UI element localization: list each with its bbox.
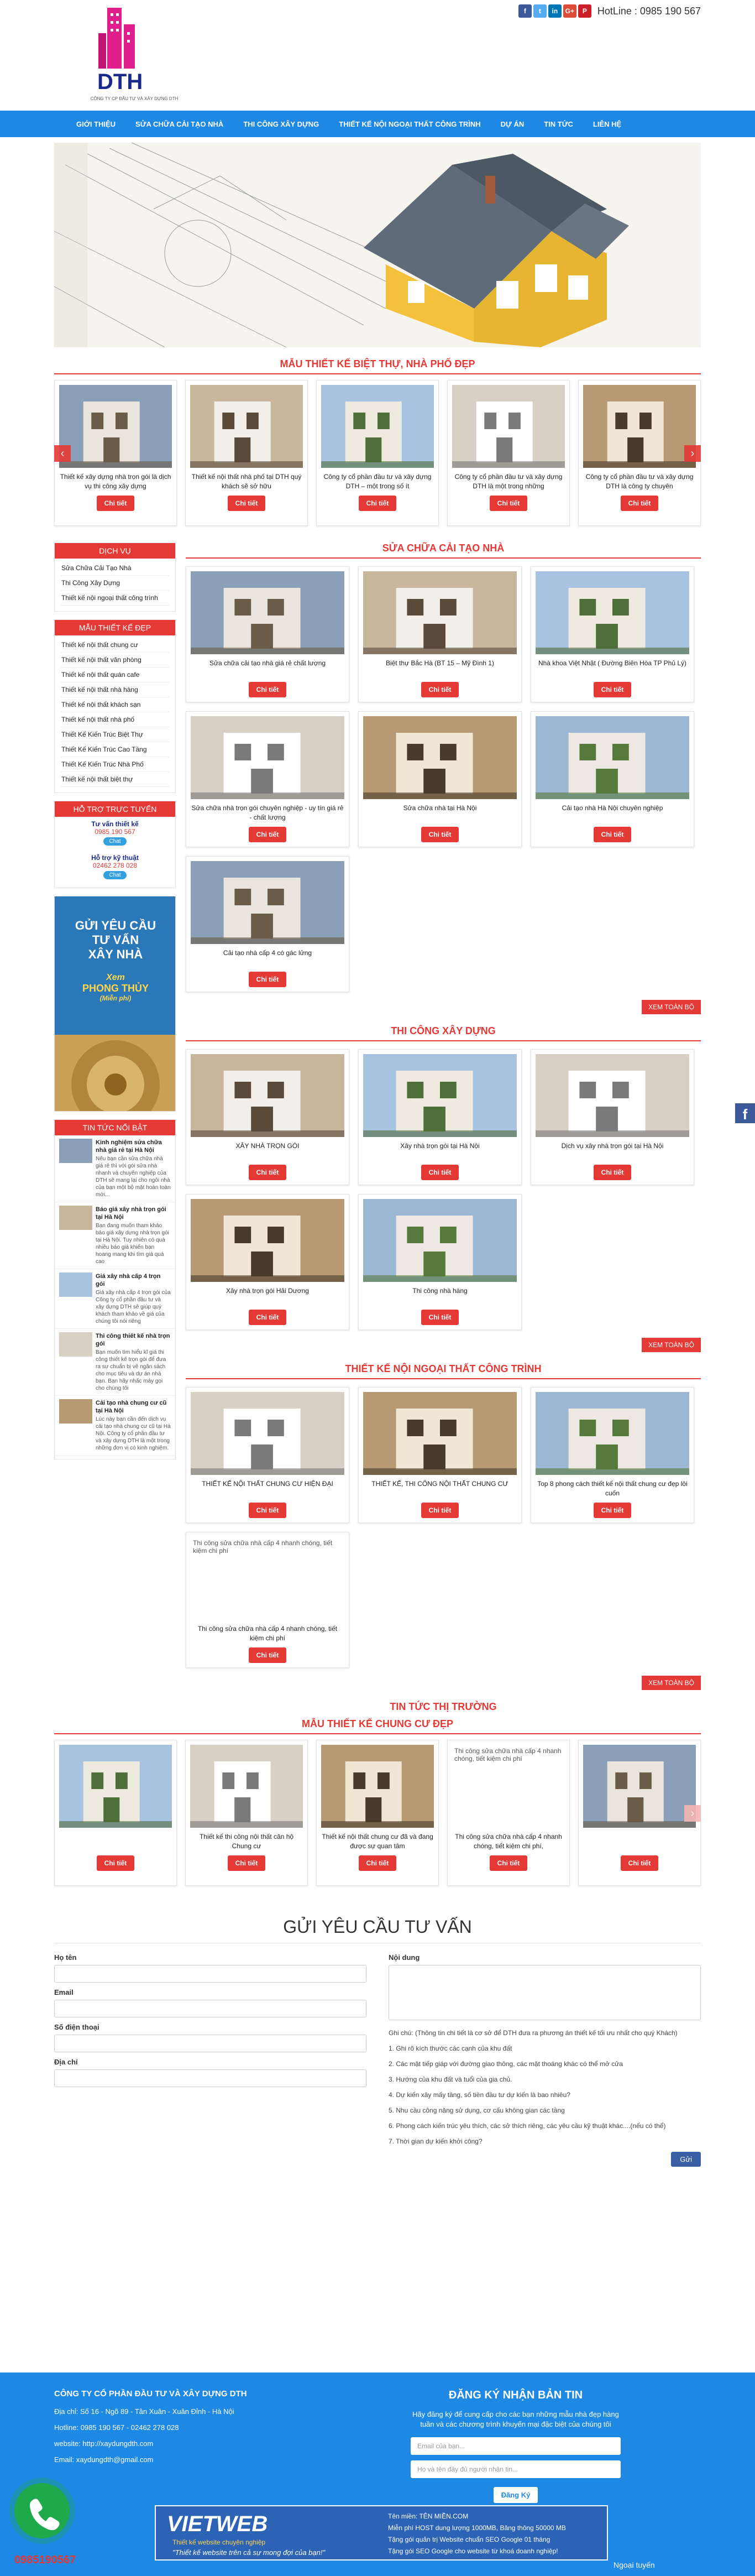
card-title[interactable]: Thi công sửa chữa nhà cấp 4 nhanh chóng, tiết kiệm chi phí (197, 1625, 338, 1642)
detail-button[interactable]: Chi tiết (249, 1647, 287, 1663)
support-phone[interactable]: 0985 190 567 (95, 828, 135, 836)
name-input[interactable] (54, 1965, 366, 1983)
content-textarea[interactable] (389, 1965, 701, 2020)
detail-button[interactable]: Chi tiết (594, 1165, 632, 1180)
build-view-all-button[interactable]: XEM TOÀN BỘ (642, 1338, 701, 1352)
card-image[interactable] (583, 1745, 696, 1828)
newsletter-desc: Hãy đăng ký để cung cấp cho các bạn những mẫu nhà đẹp hàng tuần và các chương trình khuyến mại đặc biệt của chúng tôi (412, 2410, 619, 2428)
design-link[interactable]: Thiết kế nội thất chung cư (61, 638, 169, 653)
service-link[interactable]: Thiết kế nội ngoại thất công trình (61, 591, 169, 606)
repair-section-title: SỬA CHỮA CẢI TẠO NHÀ (186, 543, 701, 559)
services-title: DỊCH VỤ (55, 543, 175, 559)
villa-section-title: MẪU THIẾT KẾ BIỆT THỰ, NHÀ PHỐ ĐẸP (54, 358, 701, 374)
design-link[interactable]: Thiết kế nội thất biệt thự (61, 772, 169, 787)
news-item[interactable] (55, 1329, 175, 1396)
card-title[interactable]: Xây nhà trọn gói tại Hà Nội (400, 1142, 480, 1150)
card-image[interactable] (363, 1392, 517, 1475)
send-button[interactable]: Gửi (671, 2152, 701, 2167)
design-link[interactable]: Thiết kế nội thất văn phòng (61, 653, 169, 668)
news-item[interactable] (55, 1269, 175, 1329)
card-image[interactable] (191, 1054, 344, 1137)
repair-card (358, 711, 522, 847)
design-link[interactable]: Thiết kế nội thất khách sạn (61, 697, 169, 712)
build-card (531, 1049, 694, 1185)
news-thumb[interactable] (59, 1273, 92, 1297)
apartment-card (578, 1740, 701, 1886)
card-image[interactable] (363, 1054, 517, 1137)
repair-card (186, 856, 349, 992)
apartment-card (447, 1740, 570, 1886)
address-label: Địa chỉ (54, 2058, 78, 2066)
detail-button[interactable]: Chi tiết (249, 827, 287, 842)
design-link[interactable]: Thiết Kế Kiến Trúc Nhà Phố (61, 757, 169, 772)
card-image[interactable] (536, 571, 689, 654)
nav-item-2[interactable]: THI CÔNG XÂY DỰNG (243, 119, 319, 128)
featured-news-box (54, 1119, 176, 1459)
card-image[interactable] (583, 385, 696, 468)
apartment-card (185, 1740, 308, 1886)
repair-card (531, 711, 694, 847)
nav-item-0[interactable]: GIỚI THIỆU (76, 119, 116, 128)
card-title[interactable] (59, 1832, 172, 1851)
card-title[interactable]: Dịch vụ xây nhà trọn gói tại Hà Nội (561, 1142, 664, 1150)
interior-card (358, 1387, 522, 1523)
hint-intro: Ghi chú: (Thông tin chi tiết là cơ sở để DTH đưa ra phương án thiết kế tối ưu nhất cho quý Khách) (389, 2029, 678, 2037)
newsletter-name-input[interactable]: Họ và tên đầy đủ người nhận tin... (411, 2460, 621, 2478)
hint-item: 6. Phong cách kiến trúc yêu thích, các sở thích riêng, các yêu cầu kỹ thuật khác....(nếu có thể) (389, 2122, 666, 2130)
content-label: Nội dung (389, 1953, 420, 1962)
main-nav (0, 111, 755, 137)
card-image[interactable] (190, 1745, 303, 1828)
repair-view-all-button[interactable]: XEM TOÀN BỘ (642, 1000, 701, 1014)
interior-card (531, 1387, 694, 1523)
card-image[interactable] (190, 385, 303, 468)
carousel-prev-arrow[interactable]: ‹ (54, 445, 71, 462)
support-title: HỖ TRỢ TRỰC TUYẾN (55, 801, 175, 817)
hint-item: 5. Nhu cầu công năng sử dụng, cơ cấu không gian các tầng (389, 2106, 565, 2114)
logo-tagline: CÔNG TY CP ĐẦU TƯ VÀ XÂY DỰNG DTH (90, 96, 179, 101)
detail-button[interactable]: Chi tiết (249, 972, 287, 987)
card-image[interactable] (191, 861, 344, 944)
services-box (54, 543, 176, 612)
card-title[interactable]: Xây nhà trọn gói Hải Dương (226, 1287, 309, 1295)
apartment-section-title: MẪU THIẾT KẾ CHUNG CƯ ĐẸP (54, 1718, 701, 1734)
support-contact (55, 817, 175, 851)
interior-view-all-button[interactable]: XEM TOÀN BỘ (642, 1676, 701, 1690)
apartment-next-arrow[interactable]: › (684, 1805, 701, 1822)
site-footer (0, 2372, 755, 2576)
detail-button[interactable]: Chi tiết (421, 682, 459, 697)
detail-button[interactable]: Chi tiết (594, 827, 632, 842)
detail-button[interactable]: Chi tiết (228, 1855, 266, 1871)
news-item[interactable] (55, 1396, 175, 1456)
interior-section-title: THIẾT KẾ NỘI NGOẠI THẤT CÔNG TRÌNH (186, 1363, 701, 1379)
phone-input[interactable] (54, 2035, 366, 2052)
detail-button[interactable]: Chi tiết (249, 682, 287, 697)
news-thumb[interactable] (59, 1206, 92, 1230)
detail-button[interactable]: Chi tiết (594, 1503, 632, 1518)
detail-button[interactable]: Chi tiết (621, 496, 659, 511)
news-desc: Lúc này bạn cần đến dịch vụ cải tạo nhà chung cư cũ tại Hà Nội. Công ty cổ phần đầu tư và xây dựng DTH là một trong những đơn vị có kinh nghiệm. (96, 1416, 171, 1451)
phone-label: Số điện thoại (54, 2023, 99, 2031)
linkedin-icon[interactable]: in (548, 4, 562, 18)
card-image[interactable] (59, 385, 172, 468)
advert-line-1: GỬI YÊU CẦU (75, 919, 156, 932)
consult-form-title: GỬI YÊU CẦU TƯ VẤN (283, 1917, 472, 1937)
detail-button[interactable]: Chi tiết (97, 496, 135, 511)
nav-item-3[interactable]: THIẾT KẾ NỘI NGOẠI THẤT CÔNG TRÌNH (339, 119, 481, 128)
support-label: Hỗ trợ kỹ thuật (91, 854, 139, 862)
card-title[interactable]: Sửa chữa nhà tại Hà Nội (403, 804, 477, 812)
detail-button[interactable]: Chi tiết (621, 1855, 659, 1871)
card-title[interactable]: THIẾT KẾ, THI CÔNG NỘI THẤT CHUNG CƯ (371, 1480, 508, 1488)
vietweb-line-1: Tên miền: TÊN MIỀN.COM (388, 2512, 469, 2520)
interior-card (186, 1387, 349, 1523)
villa-card (54, 380, 177, 526)
design-link[interactable]: Thiết kế nội thất quán cafe (61, 668, 169, 682)
card-image[interactable] (59, 1745, 172, 1828)
hint-item: 1. Ghi rõ kích thước các cạnh của khu đất (389, 2045, 512, 2052)
vietweb-slogan: "Thiết kế website trên cả sự mong đợi của bạn!" (172, 2548, 326, 2557)
card-title[interactable]: Thiết kế nội thất chung cư đã và đang được sự quan tâm (322, 1833, 433, 1850)
news-desc: Giá xây nhà cấp 4 trọn gói của Công ty cổ phần đầu tư và xây dựng DTH sẽ giúp quý khách tham khảo về giá của chúng tôi nói riêng (96, 1290, 171, 1324)
detail-button[interactable]: Chi tiết (421, 1165, 459, 1180)
news-desc: Bạn muốn tìm hiểu kĩ giá thi công thiết kế trọn gói để đưa ra sự chuẩn bị về ngân sách cho mục tiêu và dự án nhà bạn. Bạn hãy nhấc máy gọi cho chúng tôi (96, 1349, 166, 1391)
phone-float-number[interactable]: 0985190567 (14, 2554, 76, 2566)
vietweb-line-2: Miễn phí HOST dung lượng 1000MB, Băng thông 50000 MB (388, 2524, 566, 2532)
nav-item-5[interactable]: TIN TỨC (544, 119, 573, 128)
card-image[interactable] (363, 571, 517, 654)
service-link[interactable]: Sửa Chữa Cải Tạo Nhà (61, 561, 169, 576)
apartment-card (54, 1740, 177, 1886)
news-desc: Nếu bạn cần sửa chữa nhà giá rẻ thì với gói sửa nhà nhanh và chuyên nghiệp của DTH sẽ mang lại cho ngôi nhà của bạn một bộ mặt hoàn toàn mới... (96, 1156, 171, 1198)
newsletter-email-input[interactable]: Email của bạn... (411, 2437, 621, 2455)
designs-box (54, 619, 176, 793)
detail-button[interactable]: Chi tiết (490, 496, 528, 511)
support-phone[interactable]: 02462 278 028 (92, 862, 138, 869)
card-image[interactable] (321, 1745, 434, 1828)
card-title[interactable]: Thiết kế nội thất nhà phố tại DTH quý khách sẽ sở hữu (191, 473, 302, 490)
detail-button[interactable]: Chi tiết (359, 496, 397, 511)
newsletter-title: ĐĂNG KÝ NHẬN BẢN TIN (448, 2389, 583, 2401)
footer-company: CÔNG TY CỔ PHẦN ĐẦU TƯ VÀ XÂY DỰNG DTH (54, 2389, 247, 2398)
design-link[interactable]: Thiết Kế Kiến Trúc Cao Tầng (61, 742, 169, 757)
advert-line-5: PHONG THỦY (82, 983, 149, 994)
card-title[interactable]: Thiết kế thi công nội thất căn hộ Chung cư (199, 1833, 294, 1850)
site-logo[interactable] (87, 8, 179, 102)
card-image[interactable] (191, 571, 344, 654)
design-link[interactable]: Thiết Kế Kiến Trúc Biệt Thự (61, 727, 169, 742)
news-thumb[interactable] (59, 1139, 92, 1163)
chat-offline-label[interactable]: Ngoại tuyến (614, 2561, 655, 2569)
advert-line-6: (Miễn phí) (99, 994, 132, 1002)
pinterest-icon[interactable]: P (578, 4, 591, 18)
news-item[interactable] (55, 1135, 175, 1202)
card-image[interactable] (191, 716, 344, 799)
advert-line-3: XÂY NHÀ (88, 947, 143, 961)
hint-item: 3. Hướng của khu đất và tuổi của gia chủ. (389, 2076, 512, 2083)
service-link[interactable]: Thi Công Xây Dựng (61, 576, 169, 591)
carousel-next-arrow[interactable]: › (684, 445, 701, 462)
footer-email[interactable]: Email: xaydungdth@gmail.com (54, 2455, 154, 2464)
detail-button[interactable]: Chi tiết (228, 496, 266, 511)
card-image[interactable] (536, 1392, 689, 1475)
google-plus-icon[interactable]: G+ (563, 4, 576, 18)
news-item[interactable] (55, 1202, 175, 1269)
card-title[interactable]: Cải tạo nhà cấp 4 có gác lửng (223, 949, 312, 957)
vietweb-line-3: Tặng gói quản trị Website chuẩn SEO Google 01 tháng (388, 2536, 550, 2543)
support-contact (55, 851, 175, 884)
hero-banner (54, 143, 701, 347)
consult-form (54, 1943, 701, 2167)
facebook-float-icon[interactable]: f (735, 1103, 755, 1123)
card-title[interactable]: XÂY NHÀ TRỌN GÓI (235, 1142, 300, 1150)
detail-button[interactable]: Chi tiết (97, 1855, 135, 1871)
news-desc: Bạn đang muốn tham khảo báo giá xây dựng nhà trọn gói tại Hà Nội. Tuy nhiên có quá nhiều báo giá khiến bạn hoang mang khi tìm giá quá cao (96, 1223, 169, 1265)
villa-card (578, 380, 701, 526)
villa-card (185, 380, 308, 526)
card-title[interactable]: Thiết kế xây dựng nhà trọn gói là dịch vụ thi công xây dựng (60, 473, 171, 490)
news-thumb[interactable] (59, 1332, 92, 1357)
market-news-title: TIN TỨC THỊ TRƯỜNG (390, 1701, 497, 1712)
advert-line-2: TƯ VẤN (92, 933, 139, 947)
design-link[interactable]: Thiết kế nội thất nhà hàng (61, 682, 169, 697)
newsletter-register-button[interactable]: Đăng Ký (494, 2487, 538, 2503)
card-title[interactable]: Công ty cổ phần đầu tư và xây dựng DTH – một trong số ít (323, 473, 432, 490)
card-image[interactable] (191, 1392, 344, 1475)
skype-chat-icon[interactable]: Chat (103, 871, 126, 879)
card-image[interactable] (363, 1199, 517, 1282)
vietweb-brand: VIETWEB (167, 2512, 268, 2536)
detail-button[interactable]: Chi tiết (421, 827, 459, 842)
nav-item-1[interactable]: SỬA CHỮA CẢI TẠO NHÀ (135, 119, 224, 128)
house-blueprint-illustration (54, 143, 701, 347)
email-input[interactable] (54, 2000, 366, 2017)
card-image[interactable] (536, 1054, 689, 1137)
footer-website[interactable]: website: http://xaydungdth.com (54, 2439, 154, 2448)
twitter-icon[interactable]: t (533, 4, 547, 18)
advert-line-4: Xem (106, 973, 125, 982)
card-title[interactable]: Sửa chữa nhà trọn gói chuyên nghiệp - uy tín giá rẻ - chất lượng (191, 804, 344, 821)
sidebar (54, 543, 176, 1713)
address-input[interactable] (54, 2069, 366, 2087)
social-links (518, 4, 591, 18)
design-link[interactable]: Thiết kế nội thất nhà phố (61, 712, 169, 727)
card-title[interactable]: Thi công sửa chữa nhà cấp 4 nhanh chóng, tiết kiệm chi phí, (455, 1833, 562, 1850)
detail-button[interactable]: Chi tiết (249, 1165, 287, 1180)
broken-image[interactable]: Thi công sửa chữa nhà cấp 4 nhanh chóng, tiết kiệm chi phí (452, 1745, 565, 1828)
card-title[interactable]: THIẾT KẾ NỘI THẤT CHUNG CƯ HIỆN ĐẠI (202, 1480, 333, 1488)
footer-hotline: Hotline: 0985 190 567 - 02462 278 028 (54, 2423, 179, 2432)
card-title[interactable]: Nhà khoa Việt Nhật ( Đường Biên Hòa TP Phủ Lý) (538, 659, 687, 667)
build-card (358, 1194, 522, 1330)
news-title[interactable]: Báo giá xây nhà trọn gói tại Hà Nội (96, 1206, 166, 1221)
nav-item-4[interactable]: DỰ ÁN (500, 119, 525, 128)
villa-card (316, 380, 439, 526)
card-image[interactable] (191, 1199, 344, 1282)
designs-title: MẪU THIẾT KẾ ĐẸP (55, 620, 175, 635)
main-content (186, 543, 701, 1713)
card-image[interactable] (536, 716, 689, 799)
site-header (54, 0, 701, 111)
skype-chat-icon[interactable]: Chat (103, 837, 126, 846)
featured-news-title: TIN TỨC NỔI BẬT (55, 1120, 175, 1135)
detail-button[interactable]: Chi tiết (421, 1310, 459, 1325)
name-label: Họ tên (54, 1953, 77, 1962)
detail-button[interactable]: Chi tiết (490, 1855, 528, 1871)
card-image[interactable] (321, 385, 434, 468)
detail-button[interactable]: Chi tiết (594, 682, 632, 697)
news-title[interactable]: Kinh nghiệm sửa chữa nhà giá rẻ tại Hà Nội (96, 1139, 162, 1154)
facebook-icon[interactable]: f (518, 4, 532, 18)
email-label: Email (54, 1988, 74, 1996)
card-title[interactable]: Top 8 phong cách thiết kế nội thất chung cư đẹp lôi cuốn (537, 1480, 688, 1497)
news-title[interactable]: Giá xây nhà cấp 4 trọn gói (96, 1273, 161, 1287)
form-hints (389, 2028, 701, 2146)
apartment-carousel (54, 1740, 701, 1889)
villa-card (447, 380, 570, 526)
hint-item: 2. Các mặt tiếp giáp với đường giao thông, các mặt thoáng khác có thể mở cửa (389, 2060, 623, 2068)
nav-item-6[interactable]: LIÊN HỆ (593, 119, 622, 128)
detail-button[interactable]: Chi tiết (249, 1310, 287, 1325)
villa-carousel (54, 380, 701, 529)
card-title[interactable] (583, 1832, 696, 1851)
build-card (186, 1049, 349, 1185)
repair-card (186, 566, 349, 702)
card-title[interactable]: Biệt thự Bắc Hà (BT 15 – Mỹ Đình 1) (386, 659, 494, 667)
hint-item: 4. Dự kiến xây mấy tầng, số tiền đầu tư dự kiến là bao nhiêu? (389, 2091, 570, 2099)
apartment-card (316, 1740, 439, 1886)
build-card (186, 1194, 349, 1330)
card-title[interactable]: Sửa chữa cải tạo nhà giá rẻ chất lượng (209, 659, 326, 667)
repair-card (358, 566, 522, 702)
phone-call-icon[interactable] (14, 2483, 70, 2538)
header-contacts (518, 4, 701, 18)
detail-button[interactable]: Chi tiết (359, 1855, 397, 1871)
support-box (54, 801, 176, 888)
hotline: HotLine : 0985 190 567 (597, 5, 701, 17)
repair-card (531, 566, 694, 702)
card-image[interactable] (452, 385, 565, 468)
news-thumb[interactable] (59, 1399, 92, 1423)
vietweb-line-4: Tặng gói SEO Google cho website từ khoá doanh nghiệp! (388, 2547, 558, 2555)
footer-address: Địa chỉ: Số 16 - Ngõ 89 - Tân Xuân - Xuân Đỉnh - Hà Nội (54, 2407, 234, 2416)
repair-card (186, 711, 349, 847)
news-title[interactable]: Thi công thiết kế nhà trọn gói (96, 1333, 170, 1347)
detail-button[interactable]: Chi tiết (421, 1503, 459, 1518)
card-image[interactable] (363, 716, 517, 799)
logo-name: DTH (97, 70, 143, 94)
build-section-title: THI CÔNG XÂY DỰNG (186, 1025, 701, 1041)
card-title[interactable]: Cải tạo nhà Hà Nội chuyên nghiệp (562, 804, 663, 812)
card-title[interactable]: Công ty cổ phần đầu tư và xây dựng DTH là một trong những (454, 473, 563, 490)
hint-item: 7. Thời gian dự kiến khởi công? (389, 2137, 483, 2145)
vietweb-sub: Thiết kế website chuyên nghiệp (172, 2538, 266, 2546)
support-label: Tư vấn thiết kế (91, 820, 139, 828)
consult-advert[interactable] (54, 896, 176, 1112)
build-card (358, 1049, 522, 1185)
card-title[interactable]: Công ty cổ phần đầu tư và xây dựng DTH là công ty chuyên (585, 473, 694, 490)
vietweb-banner[interactable] (155, 2505, 608, 2561)
news-title[interactable]: Cải tạo nhà chung cư cũ tại Hà Nội (96, 1400, 167, 1414)
interior-card (186, 1532, 349, 1668)
card-title[interactable]: Thi công nhà hàng (412, 1287, 468, 1295)
detail-button[interactable]: Chi tiết (249, 1503, 287, 1518)
broken-image[interactable]: Thi công sửa chữa nhà cấp 4 nhanh chóng, tiết kiệm chi phí (191, 1537, 344, 1620)
